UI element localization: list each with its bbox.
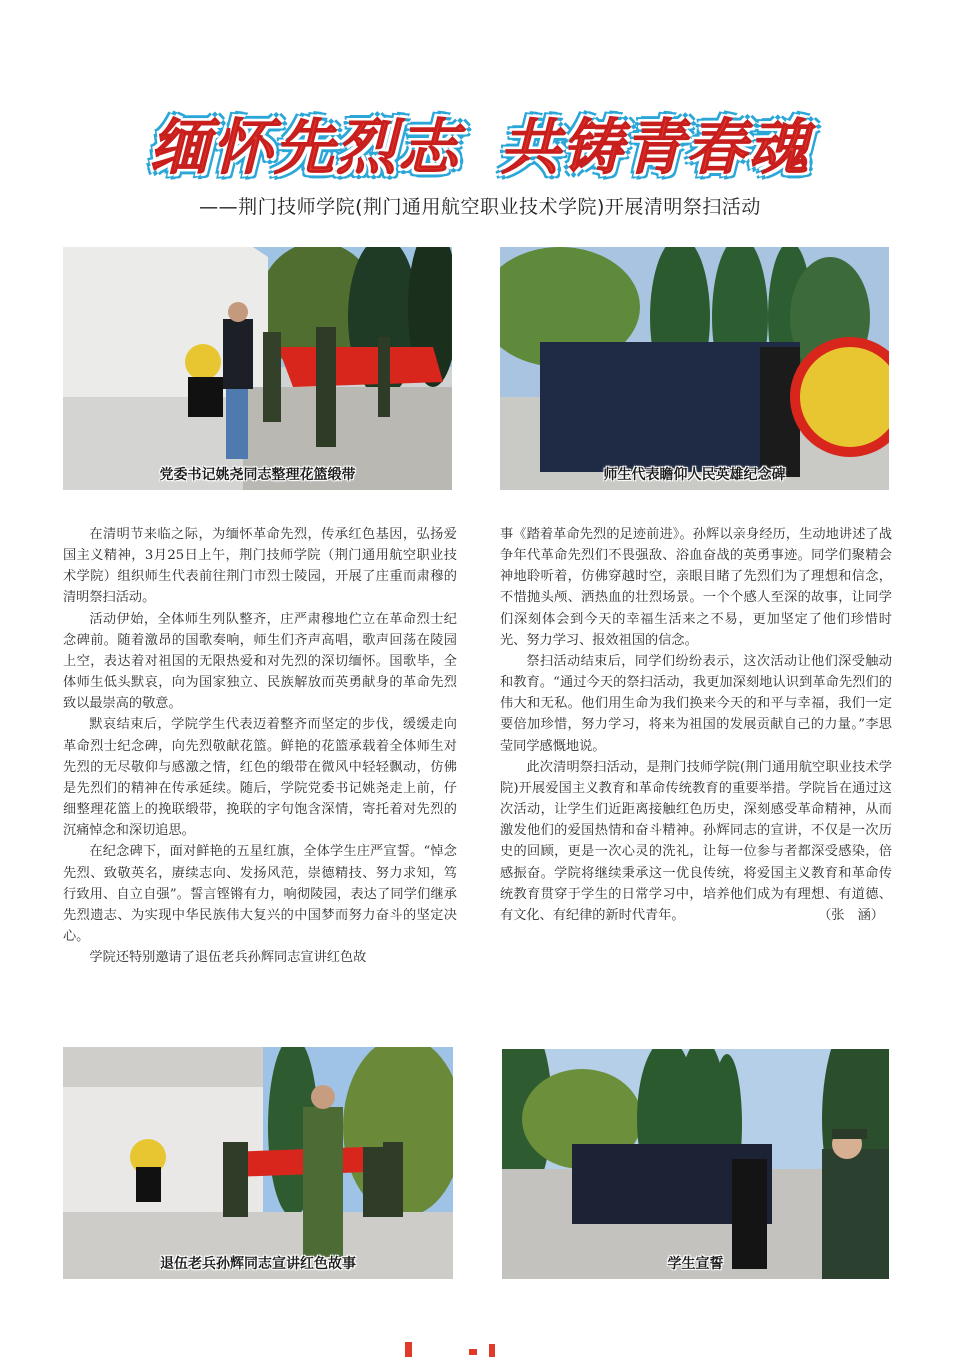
photo-group-image xyxy=(500,247,889,490)
article-paragraph: 此次清明祭扫活动，是荆门技师学院(荆门通用航空职业技术学院)开展爱国主义教育和革命传统教育的重要举措。学院旨在通过这次活动，让学生们近距离接触红色历史，深刻感受革命精神，从而激发他们的爱国热情和奋斗精神。孙辉同志的宣讲，不仅是一次历史的回顾，更是一次心灵的洗礼，让每一位参与者都深受感染，倍感振奋。学院将继续秉承这一优良传统，将爱国主义教育和革命传统教育贯穿于学生的日常学习中，培养他们成为有理想、有道德、有文化、有纪律的新时代青年。 xyxy=(500,759,892,923)
photo-group-tribute xyxy=(500,247,889,490)
headline-part-2: 共铸青春魂 xyxy=(500,112,810,183)
page-mark xyxy=(469,1349,477,1355)
article-paragraph: 在清明节来临之际，为缅怀革命先烈，传承红色基因，弘扬爱国主义精神，3月25日上午，荆门技师学院（荆门通用航空职业技术学院）组织师生代表前往荆门市烈士陵园，开展了庄重而肃穆的清明祭扫活动。 xyxy=(63,527,457,606)
author-byline: （张 涵） xyxy=(818,907,884,923)
photo-caption: 学生宣誓 xyxy=(667,1256,724,1272)
article-paragraph: 学院还特别邀请了退伍老兵孙辉同志宣讲红色故 xyxy=(89,950,367,966)
page-mark xyxy=(489,1344,495,1357)
article-paragraph: 活动伊始，全体师生列队整齐，庄严肃穆地伫立在革命烈士纪念碑前。随着激昂的国歌奏响，师生们齐声高唱，歌声回荡在陵园上空，表达着对祖国的无限热爱和对先烈的深切缅怀。国歌毕，全体师生低头默哀，向为国家独立、民族解放而英勇献身的革命先烈致以最崇高的敬意。 xyxy=(63,611,457,712)
article-paragraph: 默哀结束后，学院学生代表迈着整齐而坚定的步伐，缓缓走向革命烈士纪念碑，向先烈敬献花篮。鲜艳的花篮承载着全体师生对先烈的无尽敬仰与感激之情，红色的缎带在微风中轻轻飘动，仿佛是先烈们的精神在传承延续。随后，学院党委书记姚尧走上前，仔细整理花篮上的挽联缎带，挽联的字句饱含深情，寄托着对先烈的沉痛悼念和深切追思。 xyxy=(63,717,457,839)
article-paragraph: 祭扫活动结束后，同学们纷纷表示，这次活动让他们深受触动和教育。“通过今天的祭扫活动，我更加深刻地认识到革命先烈们的伟大和无私。他们用生命为我们换来今天的和平与幸福，我们一定要倍加珍惜，努力学习，将来为祖国的发展贡献自己的力量。”李思莹同学感慨地说。 xyxy=(500,653,892,754)
photo-student-oath xyxy=(502,1049,889,1279)
photo-caption: 师生代表瞻仰人民英雄纪念碑 xyxy=(603,467,786,483)
article-paragraph-continued: 事《踏着革命先烈的足迹前进》。孙辉以亲身经历，生动地讲述了战争年代革命先烈们不畏强敌、浴血奋战的英勇事迹。同学们聚精会神地聆听着，仿佛穿越时空，亲眼目睹了先烈们为了理想和信念，不惜抛头颅、洒热血的壮烈场景。一个个感人至深的故事，让同学们深刻体会到今天的幸福生活来之不易，更加坚定了他们珍惜时光、努力学习、报效祖国的信念。 xyxy=(500,527,892,648)
article-column-left xyxy=(63,524,457,968)
photo-wreath-arranging xyxy=(63,247,452,490)
page-mark xyxy=(405,1342,412,1357)
headline-part-1: 缅怀先烈志 xyxy=(150,112,460,183)
photo-caption: 党委书记姚尧同志整理花篮缎带 xyxy=(159,467,356,483)
headline xyxy=(140,105,820,183)
subtitle: ——荆门技师学院(荆门通用航空职业技术学院)开展清明祭扫活动 xyxy=(199,196,761,218)
photo-caption: 退伍老兵孙辉同志宣讲红色故事 xyxy=(160,1256,356,1272)
article-column-right xyxy=(500,524,892,926)
photo-veteran-image xyxy=(63,1047,453,1279)
article-paragraph: 在纪念碑下，面对鲜艳的五星红旗，全体学生庄严宣誓。“悼念先烈、致敬英名，赓续志向、发扬风范，崇德精技、努力求知，笃行致用、自立自强”。誓言铿锵有力，响彻陵园，表达了同学们继承先烈遗志、为实现中华民族伟大复兴的中国梦而努力奋斗的坚定决心。 xyxy=(63,844,457,944)
photo-wreath-image xyxy=(63,247,452,490)
photo-veteran-speech xyxy=(63,1047,453,1279)
photo-oath-image xyxy=(502,1049,889,1279)
